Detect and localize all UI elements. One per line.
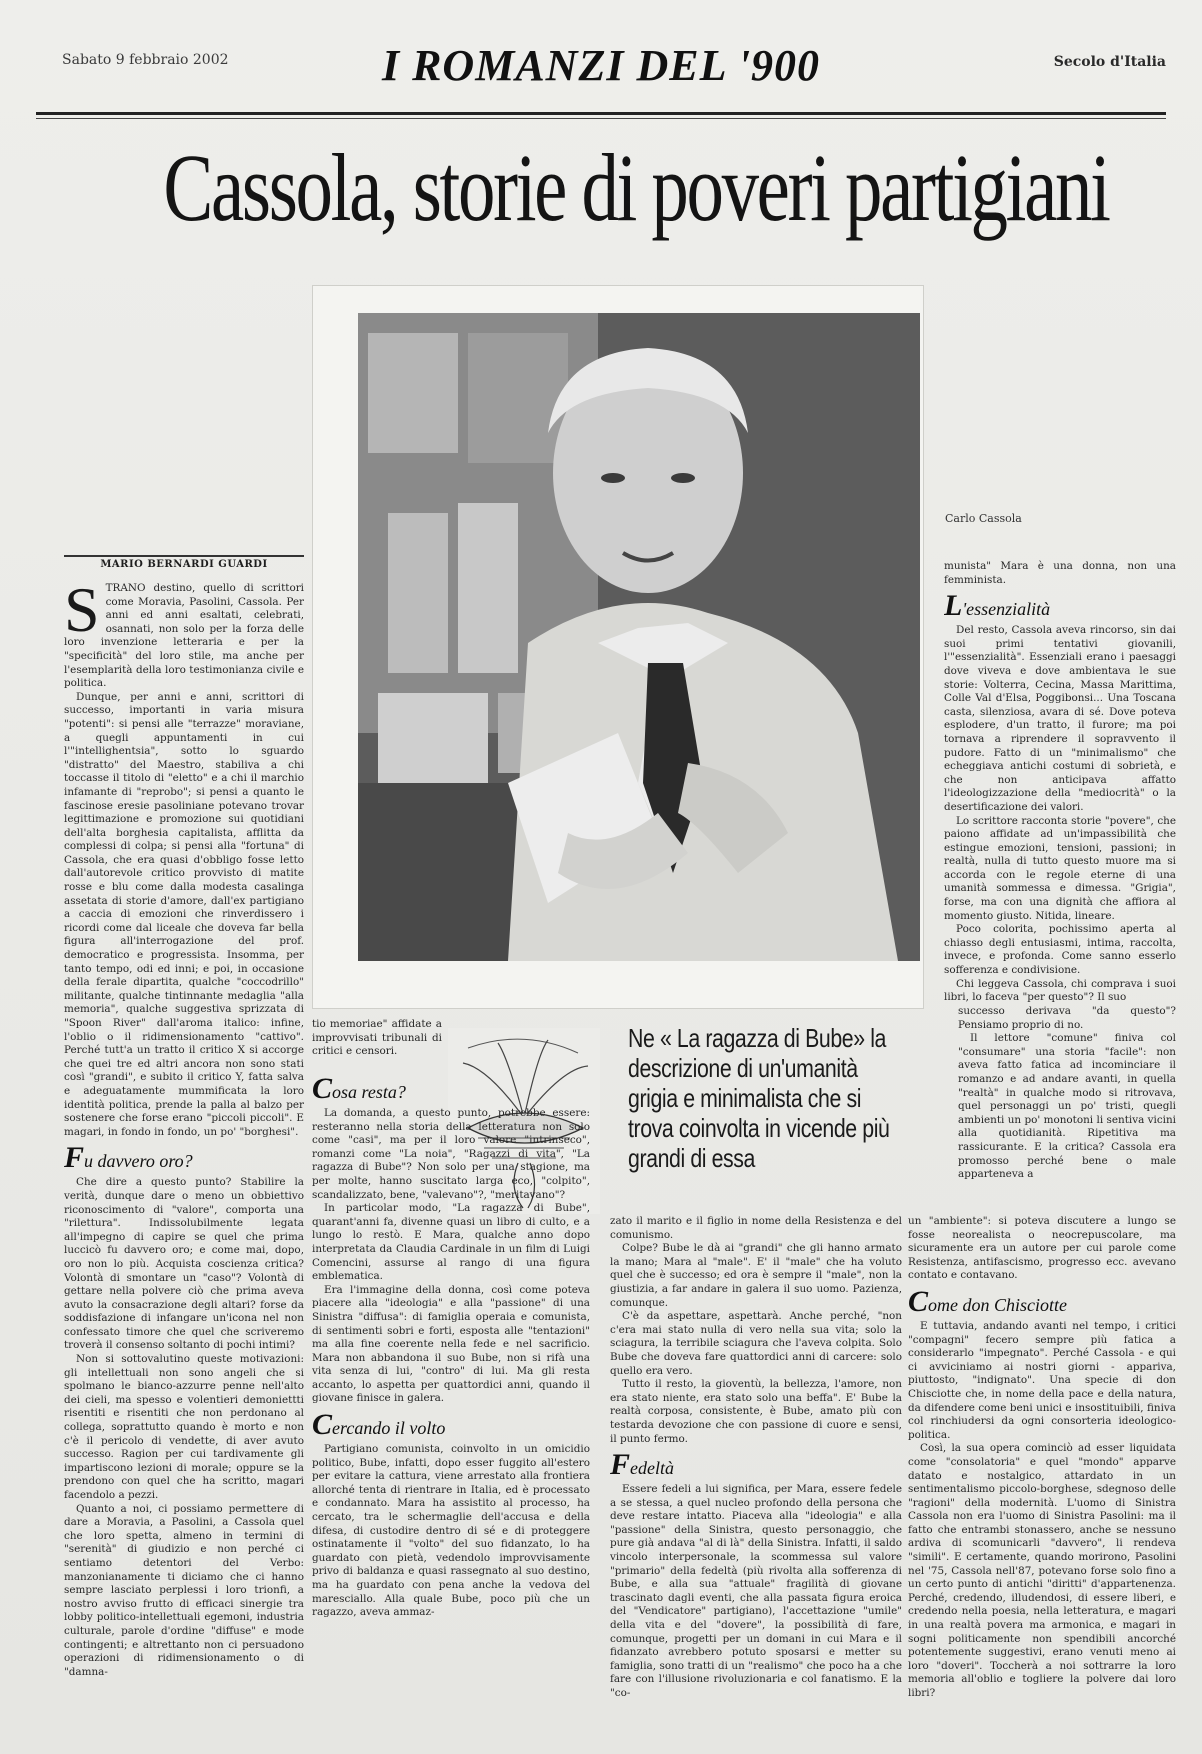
paragraph: Lo scrittore racconta storie "povere", che paiono affidate ad un'impassibilità che estingue emozioni, tensioni, passioni; in realtà, nulla di tutto questo muore ma si accorda con le regole eterne di una umanità sommessa e dimessa. "Grigia", forse, ma con una dignità che affiora al momento giusto. Nitida, lineare. <box>944 814 1176 922</box>
subheading-cercando-il-volto: Cercando il volto <box>312 1408 446 1442</box>
subheading-come-don-chisciotte: Come don Chisciotte <box>908 1284 1067 1318</box>
paragraph: tio memoriae" affidate a improvvisati tribunali di critici e censori. <box>312 1018 442 1058</box>
paragraph: Partigiano comunista, coinvolto in un omicidio politico, Bube, infatti, dopo esser fuggito all'estero per evitare la cattura, viene arrestato alla frontiera allorché tenta di rientrare in Italia, ed è processato e condannato. Mara ha assistito al processo, ha cercato, tra le schermaglie dell'accusa e della difesa, di custodire dentro di sé e di proteggere ostinatamente il "volto" del suo fidanzato, lo ha guardato con pietà, vedendolo improvvisamente privo di baldanza e quasi rassegnato al suo destino, ma ha guardato con pena anche la vedova del maresciallo. Alla quale Bube, poco più che un ragazzo, aveva ammaz- <box>312 1443 590 1619</box>
newspaper-name: Secolo d'Italia <box>1053 54 1166 70</box>
paragraph: Così, la sua opera cominciò ad esser liquidata come "consolatoria" e quel "mondo" apparve datato e nostalgico, attardato in un sentimentalismo piccolo-borghese, sdegnoso delle "ragioni" della modernità. L'uomo di Sinistra Cassola non era l'uomo di Sinistra Pasolini: ma il fatto che entrambi stonassero, anche se nessuno ardiva di scomunicarli "davvero", li rendeva "simili". E certamente, quando morirono, Pasolini nel '75, Cassola nell'87, potevano forse solo fino a un certo punto di antichi "diritti" d'appartenenza. Perché, credendo, illudendosi, di essere liberi, e credendo nella poesia, nella letteratura, e magari in una realtà povera ma armonica, e magari in sogni politicamente non spendibili ancorché potentemente suggestivi, erano venuti meno ai loro "doveri". Toccherà a noi sottrarre la loro memoria all'oblio e togliere la polvere dai loro libri? <box>908 1442 1176 1699</box>
paragraph: Colpe? Bube le dà ai "grandi" che gli hanno armato la mano; Mara al "male". E' il "male" che ha voluto quel che è successo; ed ora è sempre il "male", non la giustizia, a far andare in galera il suo uomo. Pazienza, comunque. <box>610 1242 902 1309</box>
byline: MARIO BERNARDI GUARDI <box>64 555 304 570</box>
masthead-rule <box>36 112 1166 115</box>
paragraph: un "ambiente": si poteva discutere a lungo se fosse neorealista o neocrepuscolare, ma sicuramente era un autore per cui parole come Resistenza, antifascismo, progresso ecc. avevano contato e contavano. <box>908 1215 1176 1282</box>
article-column-3 <box>610 1215 902 1740</box>
paragraph: Era l'immagine della donna, così come poteva piacere alla "ideologia" e alla "passione" di una Sinistra "diffusa": di famiglia operaia e comunista, di sentimenti sobri e forti, esposta alle "tentazioni" ma alla fine coerente nella fede e nel sacrificio. Mara non abbandona il suo Bube, non si rifà una vita senza di lui, "contro" di lui. Ma gli resta accanto, lo aspetta per quattordici anni, quando il giovane finisce in galera. <box>312 1283 590 1405</box>
paragraph: Non si sottovalutino queste motivazioni: gli intellettuali non sono angeli che si spolmano le bianco-azzurre penne nell'alto dei cieli, ma spesso e volentieri demoniettti risentiti e risentiti che non perdonano al collega, soprattutto quando è morto e non c'è il pericolo di vendette, di aver avuto successo. Ragion per cui tardivamente gli impartiscono lezioni di morale; oppure se la prendono con quel che ha scritto, magari facendolo a pezzi. <box>64 1353 304 1501</box>
paragraph: Il lettore "comune" finiva col "consumare" una storia "facile": non aveva fatto fatica ad incominciare il romanzo e ad andare avanti, in quella "realtà" in qualche modo si ritrovava, quel personaggi un po' tristi, quegli ambienti un po' monotoni li sentiva vicini alla quotidianità. Ripetitiva ma rassicurante. E la critica? Cassola era promosso perché bene o male apparteneva a <box>958 1032 1176 1181</box>
article-column-5 <box>908 1215 1176 1740</box>
paragraph: zato il marito e il figlio in nome della Resistenza e del comunismo. <box>610 1215 902 1241</box>
paragraph: La domanda, a questo punto, potrebbe essere: resteranno nella storia della letteratura non solo come "casi", ma per il loro valore "intrinseco", romanzi come "La noia", "Ragazzi di vita", "La ragazza di Bube"? Non solo per una stagione, ma per molte, hanno suscitato larga eco, "colpito", scandalizzato, bene, "valevano"?, "meritavano"? <box>312 1107 590 1201</box>
paragraph: successo derivava "da questo"? Pensiamo proprio di no. <box>958 1005 1176 1031</box>
masthead-rule-thin <box>36 118 1166 119</box>
paragraph: Quanto a noi, ci possiamo permettere di dare a Moravia, a Pasolini, a Cassola quel che loro spetta, almeno in termini di "serenità" di giudizio e non perché ci sentiamo detentori del Verbo: manzonianamente ti diciamo che ci hanno sempre lasciato perplessi i loro trionfi, a nostro avviso frutto di efficaci sinergie tra lobby politico-intellettuali egemoni, industria culturale, parole d'ordine "diffuse" e mode contingenti; e altrettanto non ci persuadono operazioni di ridimensionamento o di "damna- <box>64 1502 304 1678</box>
paragraph: Essere fedeli a lui significa, per Mara, essere fedele a se stessa, a quel nucleo profondo della persona che deve restare intatto. Piaceva alla "ideologia" e alla "passione" della Sinistra, questo personaggio, che pure già andava "al di là" della Sinistra. Infatti, il saldo vincolo interpersonale, la scommessa sul valore "primario" della fedeltà (più rivolta alla sofferenza di Bube, e alla sua "attuale" fragilità di giovane trascinato dagli eventi, che alla passata figura eroica del "Vendicatore" partigiano), l'accettazione "umile" della vita e del "dovere", la possibilità di fare, comunque, progetti per un domani in cui Mara e il fidanzato avrebbero potuto sposarsi e metter su famiglia, sono tratti di un "realismo" che poco ha a che fare con l'illusione rivoluzionaria e col fanatismo. E la "co- <box>610 1483 902 1699</box>
paragraph: C'è da aspettare, aspettarà. Anche perché, "non c'era mai stato nulla di vero nella sua vita; solo la sciagura, la terribile sciagura che l'aveva colpita. Solo Bube che doveva fare quattordici anni di carcere: solo quello era vero. <box>610 1310 902 1377</box>
photo-caption: Carlo Cassola <box>945 512 1022 525</box>
headline: Cassola, storie di poveri partigiani <box>163 134 1109 241</box>
subheading-cosa-resta: Cosa resta? <box>312 1072 406 1105</box>
paragraph: Poco colorita, pochissimo aperta al chiasso degli entusiasmi, intima, raccolta, invece, e profonda. Come sanno esserlo sofferenza e condivisione. <box>944 923 1176 977</box>
paragraph: Chi leggeva Cassola, chi comprava i suoi libri, lo faceva "per questo"? Il suo <box>944 977 1176 1004</box>
article-column-4 <box>944 560 1176 1005</box>
article-column-4-continued <box>958 1005 1176 1205</box>
series-title: I ROMANZI DEL '900 <box>381 41 821 90</box>
issue-date: Sabato 9 febbraio 2002 <box>62 52 229 68</box>
article-column-1 <box>64 582 304 1742</box>
subheading-fedelta: Fedeltà <box>610 1448 674 1482</box>
paragraph: Dunque, per anni e anni, scrittori di successo, importanti in varia misura "potenti": si pensi alle "terrazze" moraviane, a quegli appuntamenti in cui l'"intellighentsia", sotto lo sguardo "distratto" del Maestro, stabiliva a chi toccasse il titolo di "eletto" e a chi il marchio infamante di "reprobo"; si pensi a quanto le fascinose eresie pasoliniane potevano trovar legittimazione e promozione sui quotidiani dell'alta borghesia capitalista, afflitta da complessi di colpa; si pensi alla "fortuna" di Cassola, che era quasi d'obbligo fosse letto dall'autorevole critico provvisto di matite rosse e blu come dalla modesta casalinga assetata di storie d'amore, dall'ex partigiano a caccia di emozioni che rinverdissero i ricordi come dal liceale che doveva far bella figura all'interrogazione del prof. democratico e progressista. Insomma, per tanto tempo, odi ed inni; e poi, in occasione della ferale dipartita, qualche "coccodrillo" militante, qualche tintinnante medaglia "alla memoria", qualche suggestiva sprizzata di "Spoon River" dall'aroma italico: infine, l'oblio o il ridimensionamento "cattivo". Perché tutt'a un tratto il critico X si accorge che quei tre ed altri ancora non sono stati così "grandi", e subito il critico Y, fatta salva e adeguatamente mummificata la loro identità politica, prende la palla al balzo per sostenere che forse erano "piccoli piccoli". E magari, in fondo in fondo, un po' "borghesi". <box>64 690 304 1138</box>
author-portrait-illustration <box>358 313 920 961</box>
paragraph: Del resto, Cassola aveva rincorso, sin dai suoi primi tentativi giovanili, l'"essenzialità". Essenziali erano i paesaggi dove viveva e dove ambientava le sue storie: Volterra, Cecina, Massa Marittima, Colle Val d'Elsa, Poggibonsi... Una Toscana casta, silenziosa, avara di sé. Dove poteva esplodere, d'un tratto, il furore; ma poi tornava a riprendere il sopravvento il pudore. Fatto di un "minimalismo" che echeggiava antichi costumi di sobrietà, e che non anticipava affatto l'ideologizzazione della "mediocrità" o la desertificazione dei valori. <box>944 624 1176 813</box>
paragraph: munista" Mara è una donna, non una femminista. <box>944 560 1176 586</box>
paragraph: E tuttavia, andando avanti nel tempo, i critici "compagni" fecero sempre più fatica a considerarlo "impegnato". Perché Cassola - e qui ci avviciniamo ai nostri giorni - appariva, piuttosto, "indignato". Una specie di don Chisciotte che, in nome della pace e della natura, da difendere come beni unici e insostituibili, finiva col rinchiudersi da ogni consorteria ideologico-politica. <box>908 1319 1176 1441</box>
drop-cap: S <box>64 582 100 645</box>
article-column-2-top <box>312 1018 442 1070</box>
lead-paragraph: STRANO destino, quello di scrittori come Moravia, Pasolini, Cassola. Per anni ed anni esaltati, celebrati, osannati, non solo per la forza delle loro invenzione letteraria e per la "specificità" del loro stile, ma anche per l'esemplarità della loro testimonianza civile e politica. <box>64 582 304 690</box>
subheading-fu-davvero-oro: Fu davvero oro? <box>64 1141 193 1175</box>
paragraph: Tutto il resto, la gioventù, la bellezza, l'amore, non era stato niente, era stato solo una beffa". E' Bube la realtà corposa, consistente, è Bube, amato più con testarda devozione che con passione di cuore e sensi, il punto fermo. <box>610 1378 902 1445</box>
article-column-2 <box>312 1070 590 1740</box>
subheading-essenzialita: L'essenzialità <box>944 589 1051 623</box>
author-photo <box>358 313 920 961</box>
pull-quote: Ne « La ragazza di Bube» la descrizione di un'umanità grigia e minimalista che si trova coinvolta in vicende più grandi di essa <box>628 1023 890 1173</box>
paragraph: In particolar modo, "La ragazza di Bube", quarant'anni fa, divenne quasi un libro di culto, e a lungo lo restò. E Mara, qualche anno dopo interpretata da Claudia Cardinale in un film di Luigi Comencini, assurse al rango di una figura emblematica. <box>312 1202 590 1283</box>
paragraph: Che dire a questo punto? Stabilire la verità, dunque dare o meno un obbiettivo riconoscimento di "valore", comporta una "rilettura". Indissolubilmente legata all'impegno di capire se quel che prima luccicò fu davvero oro; e come mai, dopo, oro non lo più. Acquista coscienza critica? Volontà di smontare un "caso"? Volontà di gettare nella polvere ciò che prima aveva avuto la consacrazione degli altari? forse da soddisfazione di infangare un'icona nel non confessato timore che quel che scriveremo troverà il consenso soltanto di pochi intimi? <box>64 1176 304 1352</box>
